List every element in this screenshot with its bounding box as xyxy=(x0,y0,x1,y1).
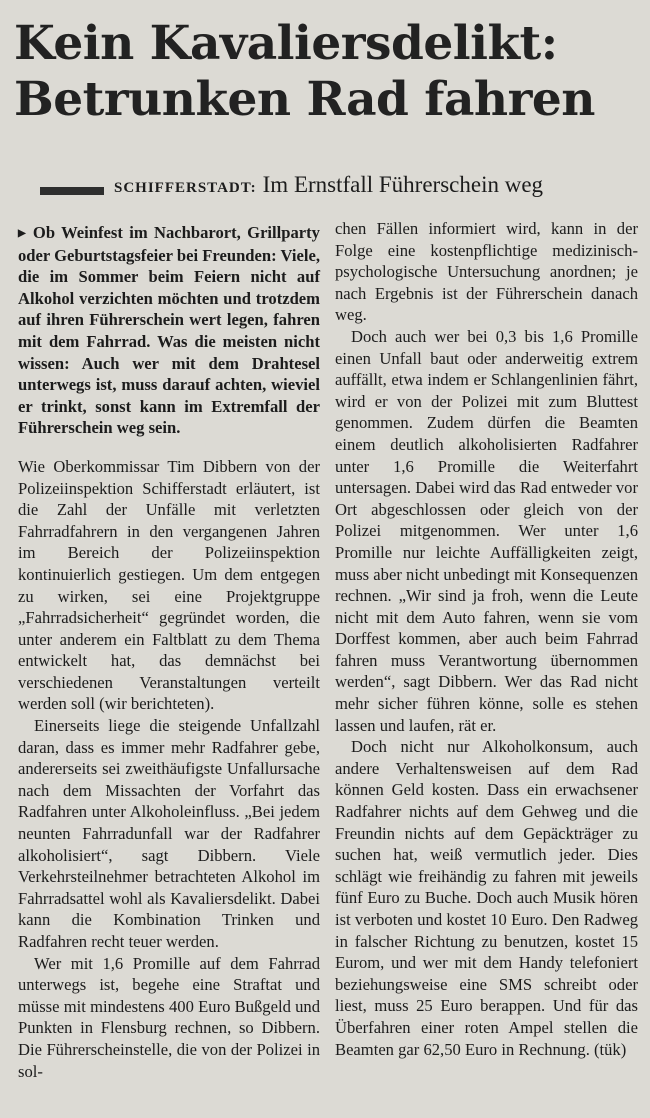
lead-arrow-icon: ▶ xyxy=(18,228,28,239)
body-paragraph: Doch nicht nur Alkoholkonsum, auch andere Verhaltensweisen auf dem Rad können Geld kosten. Dass ein erwachsener Radfahrer nichts auf dem Gehweg und die Freundin nichts auf dem Gepäckträger zu suchen hat, weiß vermutlich jeder. Dies schlägt wie freihändig zu fahren mit jeweils fünf Euro zu Buche. Doch auch Musik hören ist verboten und kostet 10 Euro. Den Radweg in falscher Richtung zu benutzen, kostet 15 Eurom, und wer mit dem Handy telefoniert beziehungsweise eine SMS schreibt oder liest, muss 25 Euro berappen. Und für das Überfahren einer roten Ampel stellen die Beamten gar 62,50 Euro in Rechnung. (tük) xyxy=(335,737,638,1059)
subheading-row xyxy=(40,172,640,198)
subheading: Im Ernstfall Führerschein weg xyxy=(262,172,544,197)
body-paragraph: chen Fällen informiert wird, kann in der Folge eine kostenpflichtige medizinisch-psychologische Untersuchung anordnen; je nach Ergebnis ist der Führerschein danach weg. xyxy=(335,219,638,325)
column-right xyxy=(335,218,638,1060)
headline xyxy=(14,16,638,128)
lead-text: Ob Weinfest im Nachbarort, Grillparty oder Geburtstagsfeier bei Freunden: Viele, die im Sommer beim Feiern nicht auf Alkohol verzichten möchten und trotzdem auf ihren Führerschein wert legen, fahren mit dem Fahrrad. Was die meisten nicht wissen: Auch wer mit dem Drahtesel unterwegs ist, muss darauf achten, wieviel er trinkt, sonst kann im Extremfall der Führerschein weg sein. xyxy=(18,223,320,438)
body-paragraph: Wie Oberkommissar Tim Dibbern von der Polizeiinspektion Schifferstadt erläutert, ist die Zahl der Unfälle mit verletzten Fahrradfahrern in den vergangenen Jahren im Bereich der Polizeiinspektion kontinuierlich gestiegen. Um dem entgegen zu wirken, sei eine Projektgruppe „Fahrradsicherheit“ gegründet worden, die unter anderem ein Faltblatt zu dem Thema entwickelt hat, das demnächst bei verschiedenen Veranstaltungen verteilt werden soll (wir berichteten). xyxy=(18,456,320,714)
lead-paragraph xyxy=(18,222,320,439)
headline-line-2: Betrunken Rad fahren xyxy=(14,72,595,127)
body-paragraph: Doch auch wer bei 0,3 bis 1,6 Promille einen Unfall baut oder anderweitig extrem auffällt, etwa indem er Schlangenlinien fährt, wird er von der Polizei mit zum Bluttest genommen. Zudem dürfen die Beamten einem deutlich alkoholisierten Radfahrer unter 1,6 Promille die Weiterfahrt untersagen. Dabei wird das Rad entweder vor Ort abgeschlossen oder gleich von der Polizei mitgenommen. Wer unter 1,6 Promille nur leichte Auffälligkeiten zeigt, muss aber nicht unbedingt mit Konsequenzen rechnen. „Wir sind ja froh, wenn die Leute nicht mit dem Auto fahren, wenn sie vom Dorffest kommen, aber auch beim Fahrrad fahren muss Verantwortung übernommen werden“, sagt Dibbern. Wer das Rad nicht mehr sicher führen könne, solle es stehen lassen und laufen, rät er. xyxy=(335,326,638,735)
body-paragraph: Einerseits liege die steigende Unfallzahl daran, dass es immer mehr Radfahrer gebe, andererseits sei zweithäufigste Unfallursache nach dem Missachten der Vorfahrt das Radfahren unter Alkoholeinfluss. „Bei jedem neunten Fahrradunfall war der Radfahrer alkoholisiert“, sagt Dibbern. Viele Verkehrsteilnehmer betrachteten Alkohol im Fahrradsattel wohl als Kavaliersdelikt. Dabei kann die Kombination Trinken und Radfahren recht teuer werden. xyxy=(18,716,320,951)
dateline-place: SCHIFFERSTADT: xyxy=(114,180,257,196)
subheading-rule xyxy=(40,187,104,195)
headline-line-1: Kein Kavaliersdelikt: xyxy=(14,16,558,71)
column-left xyxy=(18,222,320,1082)
body-paragraph: Wer mit 1,6 Promille auf dem Fahrrad unterwegs ist, begehe eine Straftat und müsse mit mindestens 400 Euro Bußgeld und Punkten in Flensburg rechnen, so Dibbern. Die Führerscheinstelle, die von der Polizei in sol- xyxy=(18,953,320,1081)
